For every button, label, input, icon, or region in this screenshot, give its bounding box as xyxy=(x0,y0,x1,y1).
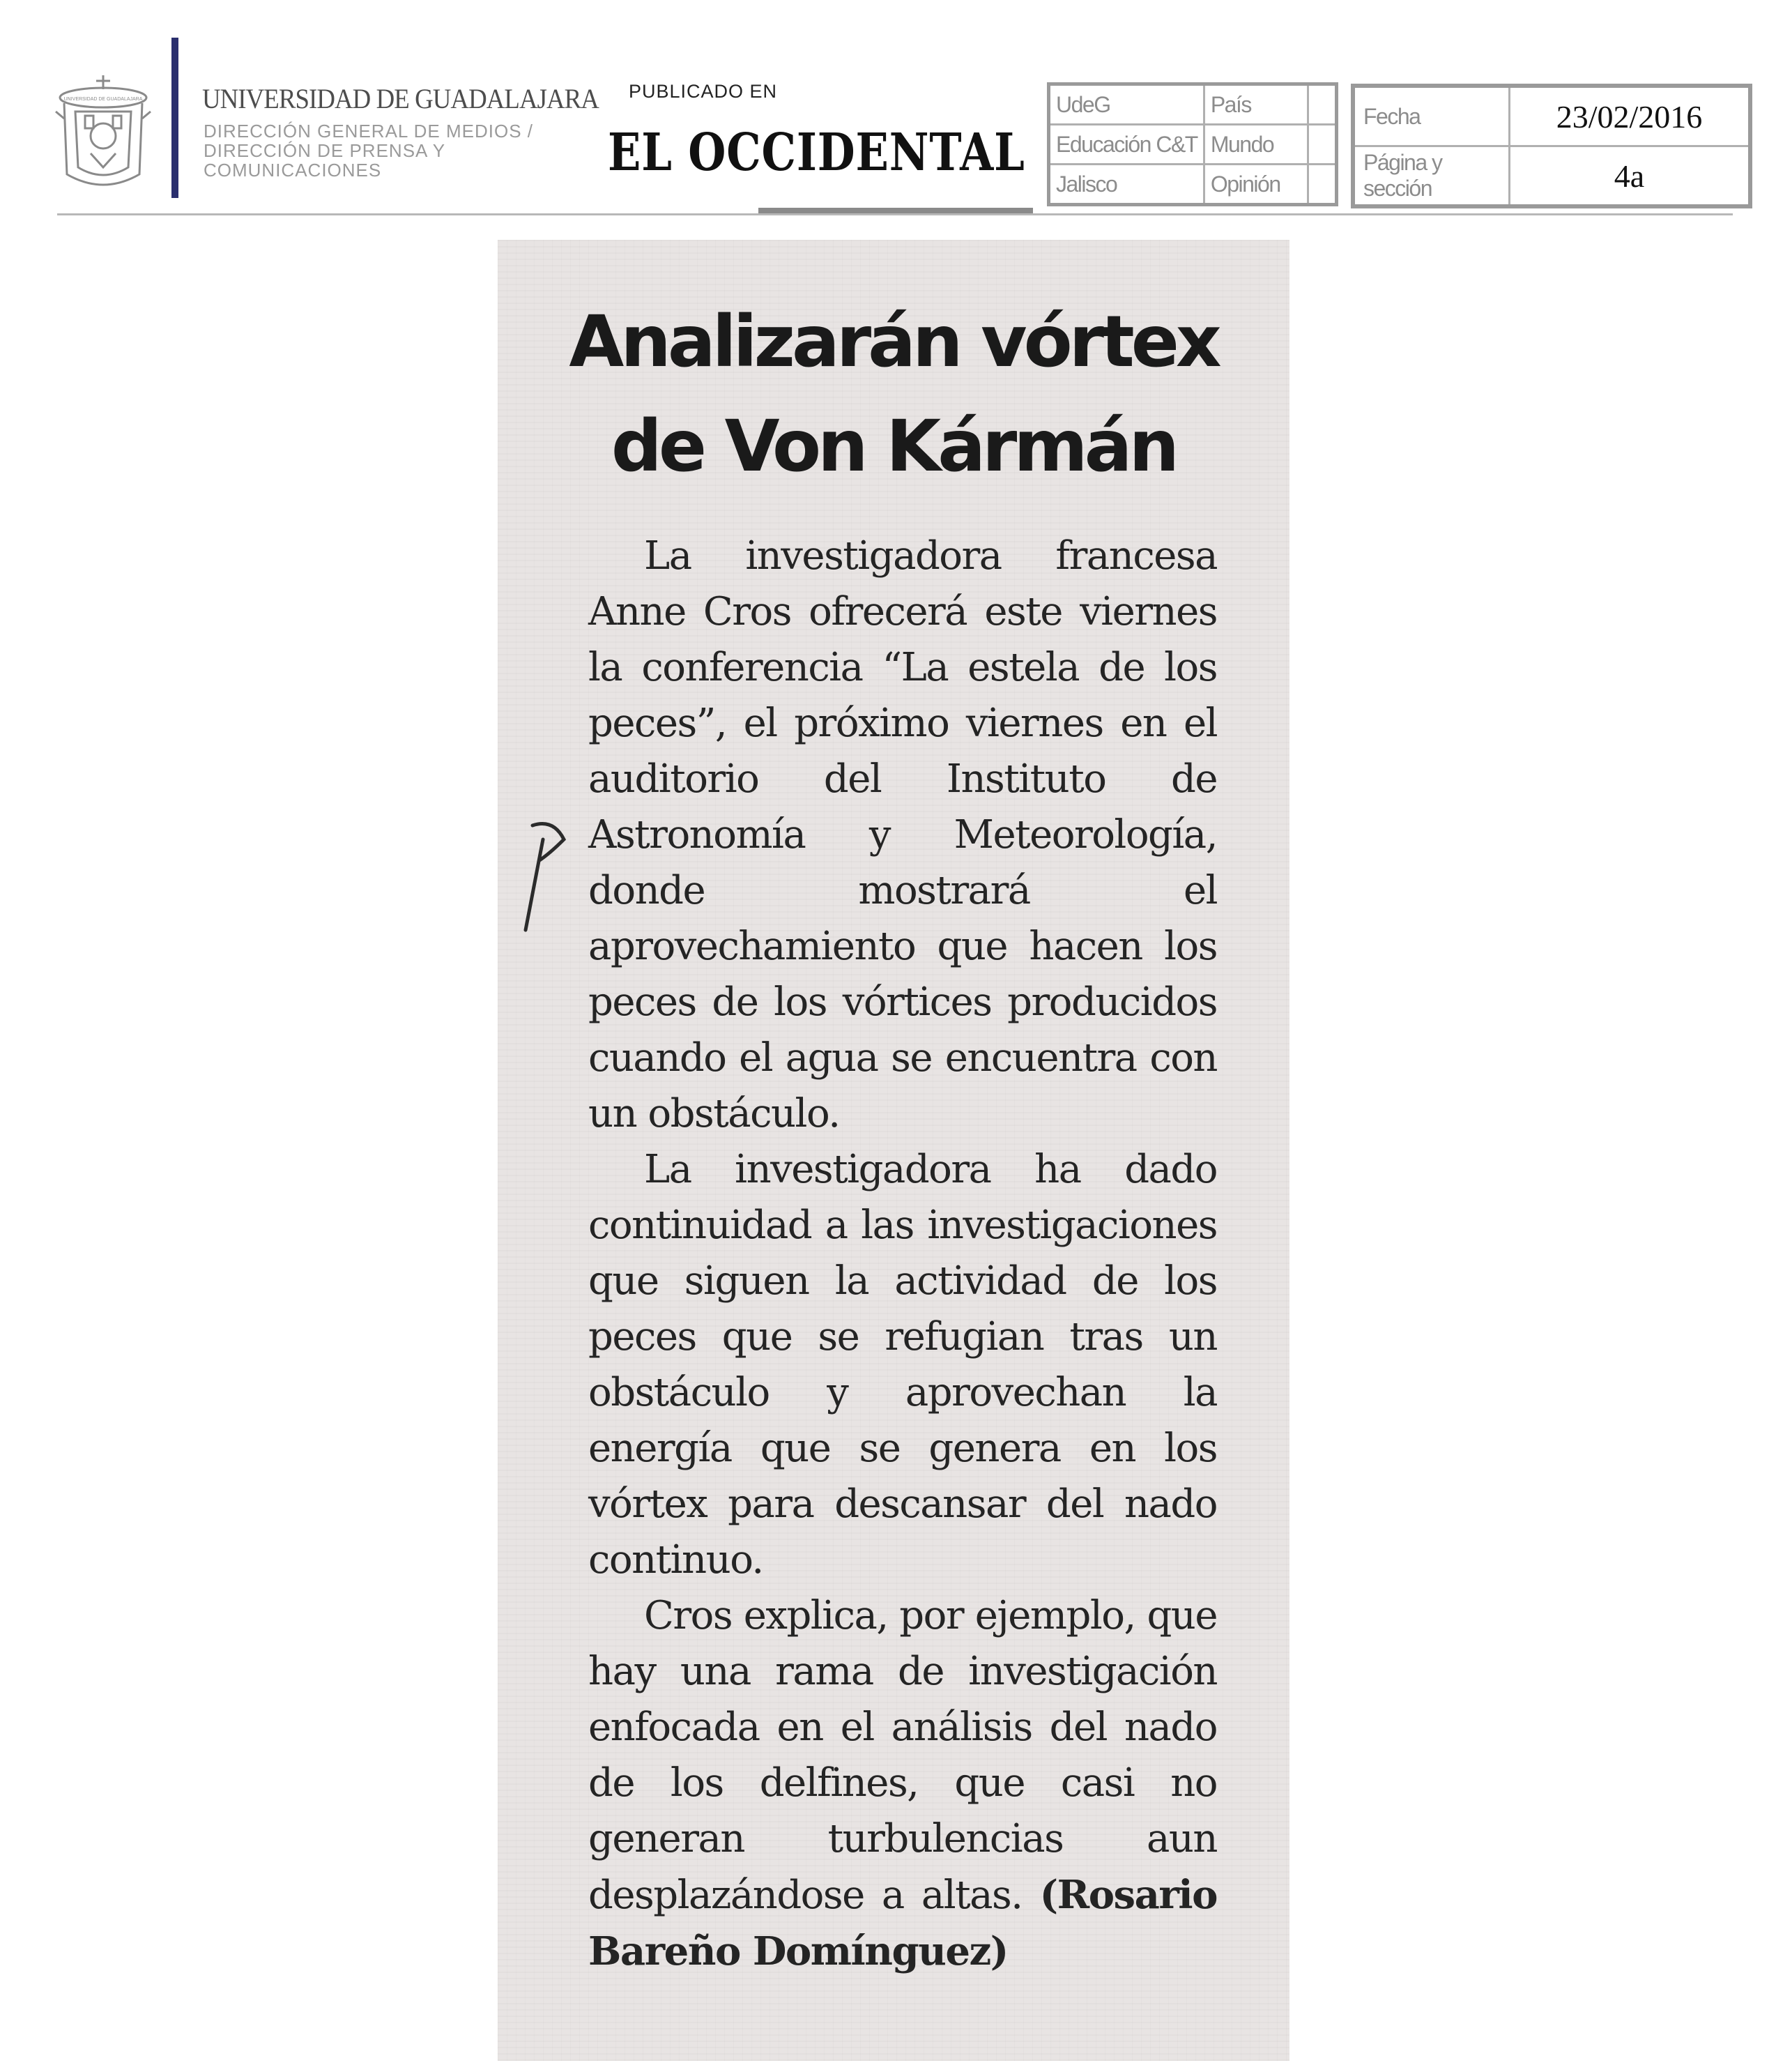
section-grid xyxy=(1047,82,1338,206)
section-blank-2 xyxy=(1308,125,1336,165)
section-mundo: Mundo xyxy=(1204,125,1308,165)
page-label: Página y sección xyxy=(1353,146,1510,207)
headline-line-1: Analizarán vórtex xyxy=(569,300,1218,383)
department-line-1: DIRECCIÓN GENERAL DE MEDIOS / xyxy=(204,121,533,142)
date-label: Fecha xyxy=(1353,86,1510,146)
headline-line-2: de Von Kármán xyxy=(611,405,1177,488)
article-body xyxy=(588,528,1217,1980)
section-educacion: Educación C&T xyxy=(1049,125,1204,165)
handwritten-mark-icon xyxy=(512,812,574,937)
article-paragraph-3 xyxy=(588,1588,1217,1980)
section-opinion: Opinión xyxy=(1204,165,1308,205)
university-seal-logo xyxy=(54,70,152,195)
article-byline: (Rosario Bareño Domínguez) xyxy=(588,1872,1217,1974)
section-blank-1 xyxy=(1308,84,1336,125)
header-divider xyxy=(57,213,1733,215)
page-value: 4a xyxy=(1510,146,1751,207)
department-line-2: DIRECCIÓN DE PRENSA Y xyxy=(204,140,446,161)
date-value: 23/02/2016 xyxy=(1510,86,1751,146)
section-blank-3 xyxy=(1308,165,1336,205)
article-paragraph-1: La investigadora francesa Anne Cros ofrecerá este viernes la conferencia “La estela de los peces”, el próximo viernes en el auditorio del Instituto de Astronomía y Meteorología, donde mostrará el aprovechamiento que hacen los peces de los vórtices producidos cuando el agua se encuentra con un obstáculo. xyxy=(588,533,1217,1136)
newspaper-clipping xyxy=(498,240,1289,2061)
published-in-label: PUBLICADO EN xyxy=(629,81,778,102)
department-line-3: COMUNICACIONES xyxy=(204,160,382,181)
institution-name: UNIVERSIDAD DE GUADALAJARA xyxy=(202,83,599,114)
article-paragraph-2: La investigadora ha dado continuidad a las investigaciones que siguen la actividad de los peces que se refugian tras un obstáculo y aprovechan la energía que se genera en los vórtex para descansar del nado continuo. xyxy=(588,1147,1217,1583)
section-pais: País xyxy=(1204,84,1308,125)
article-paragraph-3-text: Cros explica, por ejemplo, que hay una rama de investigación enfocada en el análisis del nado de los delfines, que casi no generan turbulencias aun desplazándose a altas. xyxy=(588,1593,1217,1918)
publication-meta-table xyxy=(1351,84,1752,208)
accent-vertical-bar xyxy=(171,38,178,198)
section-jalisco: Jalisco xyxy=(1049,165,1204,205)
section-udeg: UdeG xyxy=(1049,84,1204,125)
newspaper-name: EL OCCIDENTAL xyxy=(608,123,1025,183)
article-headline xyxy=(498,290,1289,499)
seal-lettering: UNIVERSIDAD DE GUADALAJARA xyxy=(63,97,143,102)
